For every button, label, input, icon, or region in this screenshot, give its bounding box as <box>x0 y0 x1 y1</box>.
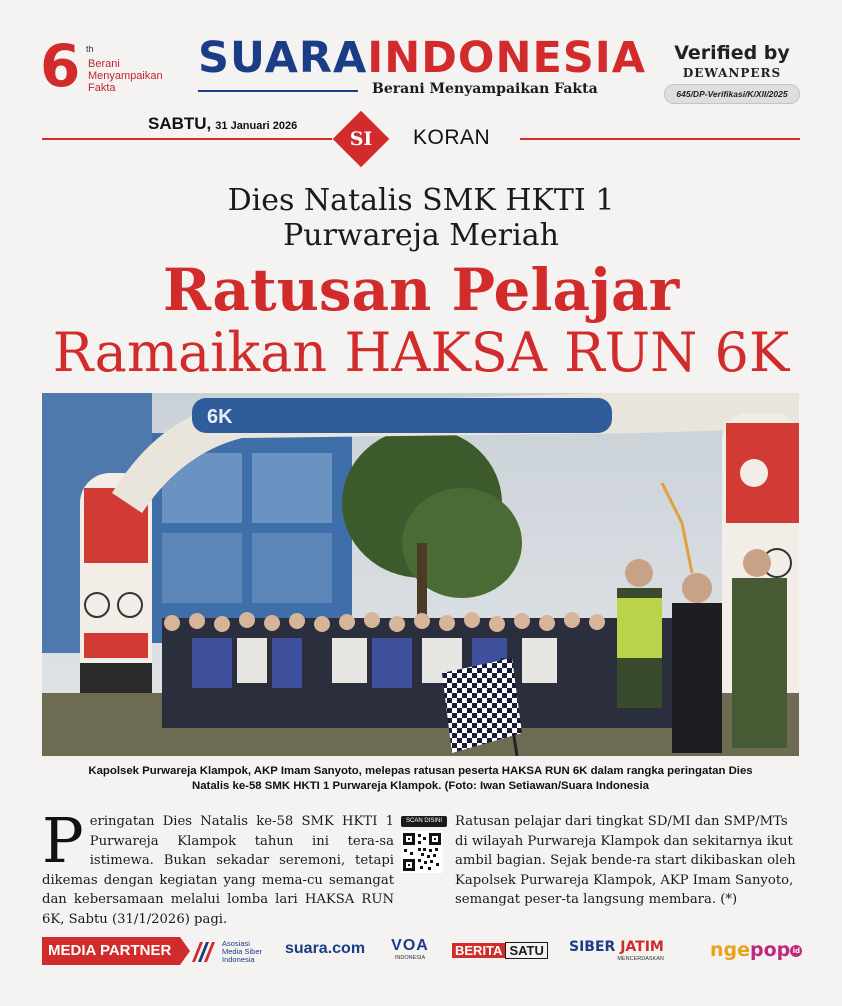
brand-part-suara: SUARA <box>198 33 368 83</box>
jatim-text: JATIM <box>620 939 664 955</box>
issue-date <box>148 114 297 134</box>
verified-badge <box>662 42 802 104</box>
headline-subline: Ramaikan HAKSA RUN 6K <box>52 321 790 384</box>
partner-suara-logo: suara.com <box>285 940 366 957</box>
article-text-right: Ratusan pelajar dari tingkat SD/MI dan SMP/MTs di wilayah Purwareja Klampok dan sekitarnya ikut ambil bagian. Sejak bende-ra start dikibaskan oleh Kapolsek Purwareja Klampok, AKP Imam Sanyoto, semangat peser-ta langsung membara. (*) <box>455 814 796 908</box>
article-text-left: eringatan Dies Natalis ke-58 SMK HKTI 1 Purwareja Klampok tahun ini tera-sa istimewa. Bukan sekadar seremoni, tetapi dikemas dengan kegiatan yang mema-cu semangat dan kebersamaan melalui lomba lari HAKSA RUN 6K, Sabtu (31/1/2026) pagi. <box>42 814 394 927</box>
kicker-line: Dies Natalis SMK HKTI 1 <box>227 183 615 218</box>
issue-full-date: 31 Januari 2026 <box>215 120 298 132</box>
siberjatim-text <box>569 939 664 956</box>
siberjatim-subtext: MENCERDASKAN <box>617 956 664 962</box>
satu-text: SATU <box>505 942 547 959</box>
article-column-right <box>455 812 800 910</box>
partner-ngepop-logo <box>710 938 802 962</box>
anniversary-tagline <box>88 58 163 94</box>
anniversary-logo <box>40 32 190 100</box>
amsi-stripes-icon <box>192 942 218 962</box>
berita-text: BERITA <box>452 943 505 958</box>
verified-org: DEWANPERS <box>682 66 782 80</box>
siber-text: SIBER <box>569 939 616 955</box>
article-column-left <box>42 804 394 930</box>
nge-text: nge <box>710 939 751 961</box>
voa-subtext: INDONESIA <box>394 955 426 961</box>
caption-line: Kapolsek Purwareja Klampok, AKP Imam Sanyoto, melepas ratusan peserta HAKSA RUN 6K dalam rangka peringatan Dies <box>88 765 753 777</box>
dropcap: P <box>42 804 84 877</box>
kicker-line: Purwareja Meriah <box>283 218 559 253</box>
qr-label: SCAN DISINI <box>401 816 447 827</box>
svg-text:6K: 6K <box>207 406 233 428</box>
issue-day: SABTU, <box>148 114 212 133</box>
si-logo-text: SI <box>349 128 373 150</box>
brand-rule <box>198 90 358 92</box>
anniversary-line: Fakta <box>88 82 116 94</box>
partner-voa-logo <box>387 937 433 962</box>
anniversary-line: Berani <box>88 58 120 70</box>
amsi-line: Media Siber <box>222 947 263 956</box>
slogan: Berani Menyampaikan Fakta <box>372 81 598 97</box>
media-partners-bar <box>42 937 800 967</box>
amsi-line: Asosiasi <box>222 939 250 948</box>
verified-title: Verified by <box>674 42 790 64</box>
qr-block[interactable] <box>401 816 447 878</box>
media-partner-tag: MEDIA PARTNER <box>42 937 180 965</box>
masthead <box>0 0 842 125</box>
partner-beritasatu-logo <box>452 942 548 960</box>
anniversary-suffix: th <box>86 44 94 54</box>
newspaper-logo <box>198 34 646 82</box>
amsi-line: Indonesia <box>222 955 255 964</box>
pop-text: pop <box>750 939 791 961</box>
voa-text: VOA <box>391 937 429 954</box>
dateline <box>0 110 842 160</box>
divider-left <box>42 138 332 140</box>
anniversary-number: 6 <box>40 32 81 100</box>
qr-code-icon[interactable] <box>401 831 443 873</box>
lead-photo <box>42 393 799 756</box>
amsi-text <box>222 940 262 964</box>
headline: Ratusan Pelajar <box>162 256 680 324</box>
id-badge: id <box>790 945 802 957</box>
partner-amsi-logo <box>192 939 288 965</box>
anniversary-line: Menyampaikan <box>88 70 163 82</box>
caption-line: Natalis ke-58 SMK HKTI 1 Purwareja Klampok. (Foto: Iwan Setiawan/Suara Indonesia <box>191 780 649 792</box>
partner-siberjatim-logo <box>569 939 664 963</box>
verified-code: 645/DP-Verifikasi/K/XII/2025 <box>664 84 800 104</box>
section-label: KORAN <box>413 126 491 149</box>
brand-part-indonesia: INDONESIA <box>367 33 647 83</box>
kicker <box>0 183 842 253</box>
photo-caption <box>42 764 799 794</box>
divider-right <box>520 138 800 140</box>
